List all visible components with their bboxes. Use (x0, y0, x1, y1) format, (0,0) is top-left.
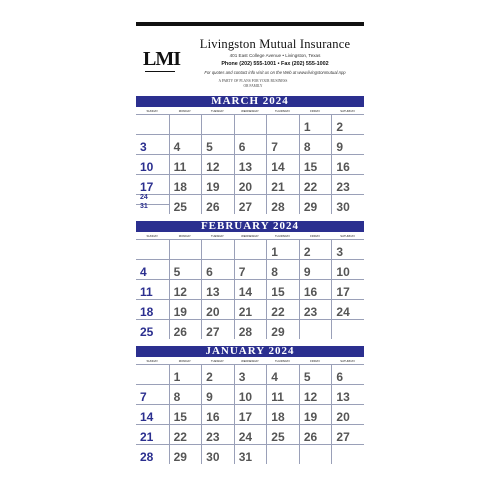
day-number: 14 (238, 285, 253, 299)
day-number: 11 (173, 160, 187, 174)
day-cell (331, 114, 364, 134)
day-cell (266, 134, 299, 154)
weekday-label: WEDNESDAY (241, 109, 259, 113)
day-number: 30 (336, 200, 350, 214)
day-cell (234, 174, 267, 194)
day-number: 12 (173, 285, 187, 299)
day-number: 15 (271, 285, 285, 299)
day-number: 10 (336, 265, 350, 279)
day-cell (234, 239, 267, 259)
day-cell (299, 239, 332, 259)
weekday-label: SATURDAY (340, 109, 356, 113)
day-cell (299, 154, 332, 174)
day-cell (299, 364, 332, 384)
day-cell (266, 384, 299, 404)
weekday-label: TUESDAY (210, 234, 224, 238)
day-cell (201, 259, 234, 279)
day-cell (234, 384, 267, 404)
day-number: 6 (336, 370, 344, 384)
logo-underline (145, 71, 175, 72)
day-number: 21 (140, 430, 154, 444)
day-number: 16 (336, 160, 350, 174)
day-cell (299, 444, 332, 464)
weekday-label: SATURDAY (340, 359, 356, 363)
day-cell (136, 319, 169, 339)
day-cell (234, 259, 267, 279)
day-cell (234, 154, 267, 174)
day-number: 30 (206, 450, 220, 464)
day-cell (234, 444, 267, 464)
day-cell (331, 424, 364, 444)
day-number: 11 (140, 285, 153, 299)
day-number: 2 (336, 120, 344, 134)
day-number: 2 (303, 245, 311, 259)
top-rule (136, 22, 364, 26)
day-cell (266, 299, 299, 319)
day-cell (169, 114, 202, 134)
day-cell (201, 299, 234, 319)
company-tagline: A PARTY OF PLANS FOR YOUR BUSINESS OR FAMILY (218, 79, 288, 88)
day-number: 8 (271, 265, 278, 279)
day-cell (331, 239, 364, 259)
day-number: 13 (238, 160, 253, 174)
day-cell (201, 424, 234, 444)
day-number: 7 (140, 390, 147, 404)
weekday-label: WEDNESDAY (241, 234, 259, 238)
day-cell (136, 134, 169, 154)
day-cell (331, 134, 364, 154)
day-number: 20 (206, 305, 220, 319)
day-cell (331, 319, 364, 339)
day-cell (266, 154, 299, 174)
day-number: 18 (140, 305, 154, 319)
company-web: For quotes and contact info visit us on the Web at www.livingstonmutual.npp (204, 70, 346, 75)
day-number: 20 (336, 410, 350, 424)
day-cell (299, 174, 332, 194)
day-cell (169, 174, 202, 194)
day-cell (136, 259, 169, 279)
day-cell (201, 444, 234, 464)
weekday-label: MONDAY (178, 359, 191, 363)
day-cell (234, 134, 267, 154)
day-number: 9 (206, 390, 213, 404)
weekday-label: FRIDAY (310, 109, 321, 113)
day-number: 15 (173, 410, 187, 424)
day-number: 16 (206, 410, 220, 424)
day-number: 1 (303, 120, 311, 134)
day-cell (266, 444, 299, 464)
month-title: JANUARY 2024 (136, 346, 364, 357)
weekday-label: THURSDAY (274, 109, 291, 113)
day-number: 31 (238, 450, 253, 464)
day-number: 22 (271, 305, 285, 319)
day-number: 19 (206, 180, 220, 194)
day-number: 13 (336, 390, 350, 404)
weekday-label: SUNDAY (146, 109, 158, 113)
day-number: 27 (336, 430, 350, 444)
day-cell (234, 319, 267, 339)
day-number: 19 (173, 305, 187, 319)
day-cell (201, 154, 234, 174)
weekday-label: SATURDAY (340, 234, 356, 238)
day-cell (169, 319, 202, 339)
day-cell (136, 299, 169, 319)
day-cell (331, 279, 364, 299)
day-cell (266, 174, 299, 194)
day-number: 14 (271, 160, 285, 174)
day-cell (136, 239, 169, 259)
day-cell (201, 114, 234, 134)
day-cell (169, 239, 202, 259)
day-cell (331, 259, 364, 279)
day-number: 25 (173, 200, 187, 214)
day-cell (136, 424, 169, 444)
day-number: 28 (140, 450, 154, 464)
day-cell (201, 134, 234, 154)
day-cell (136, 194, 169, 214)
day-cell (136, 154, 169, 174)
day-cell (201, 319, 234, 339)
day-cell (136, 404, 169, 424)
day-cell (299, 384, 332, 404)
day-number: 3 (336, 245, 344, 259)
day-number: 22 (303, 180, 318, 194)
day-number: 22 (173, 430, 187, 444)
day-cell (299, 134, 332, 154)
day-cell (266, 114, 299, 134)
day-cell (266, 259, 299, 279)
month-title: MARCH 2024 (136, 96, 364, 107)
day-number: 26 (303, 430, 318, 444)
weekday-label: TUESDAY (210, 109, 224, 113)
day-number: 26 (173, 325, 187, 339)
day-cell (169, 194, 202, 214)
day-number: 3 (140, 140, 147, 154)
weekday-label: FRIDAY (310, 234, 321, 238)
company-logo (143, 48, 180, 78)
day-number: 12 (206, 160, 220, 174)
weekday-label: SUNDAY (146, 234, 158, 238)
day-cell (331, 444, 364, 464)
day-cell (299, 404, 332, 424)
day-cell (266, 319, 299, 339)
weekday-label: TUESDAY (210, 359, 224, 363)
day-number: 4 (140, 265, 147, 279)
day-number: 8 (173, 390, 181, 404)
day-number: 24 (140, 194, 148, 201)
day-cell (201, 239, 234, 259)
day-cell (266, 279, 299, 299)
weekday-label: MONDAY (178, 234, 191, 238)
day-number: 9 (336, 140, 344, 154)
day-number: 17 (140, 180, 154, 194)
day-number: 26 (206, 200, 220, 214)
day-number: 25 (140, 325, 154, 339)
day-number: 2 (206, 370, 213, 384)
day-number: 10 (140, 160, 154, 174)
day-cell (331, 384, 364, 404)
weekday-label: SUNDAY (146, 359, 158, 363)
day-number: 28 (238, 325, 253, 339)
day-number: 24 (238, 430, 253, 444)
day-number: 15 (303, 160, 318, 174)
day-number: 10 (238, 390, 253, 404)
day-number: 27 (238, 200, 253, 214)
weekday-label: WEDNESDAY (241, 359, 259, 363)
weekday-label: FRIDAY (310, 359, 321, 363)
day-number: 8 (303, 140, 311, 154)
company-phone: Phone (202) 555-1001 • Fax (202) 555-1002 (221, 61, 329, 67)
day-cell (201, 194, 234, 214)
day-cell (201, 174, 234, 194)
day-number: 28 (271, 200, 285, 214)
day-cell (169, 154, 202, 174)
day-cell (331, 364, 364, 384)
day-cell (234, 194, 267, 214)
day-number: 7 (238, 265, 246, 279)
day-cell (169, 404, 202, 424)
day-cell (169, 424, 202, 444)
day-number: 23 (336, 180, 350, 194)
day-cell (299, 299, 332, 319)
day-cell (234, 114, 267, 134)
logo-text: LMI (143, 48, 180, 70)
day-cell (201, 364, 234, 384)
day-cell (136, 279, 169, 299)
day-cell (169, 444, 202, 464)
day-number: 14 (140, 410, 154, 424)
day-number: 1 (271, 245, 278, 259)
day-number: 11 (271, 390, 284, 404)
day-number: 12 (303, 390, 318, 404)
day-number: 17 (238, 410, 253, 424)
day-number: 17 (336, 285, 350, 299)
day-cell (201, 384, 234, 404)
day-number: 27 (206, 325, 220, 339)
day-cell (234, 299, 267, 319)
day-number: 4 (271, 370, 278, 384)
day-cell (266, 404, 299, 424)
day-cell (331, 404, 364, 424)
day-cell (299, 319, 332, 339)
weekday-label: THURSDAY (274, 359, 291, 363)
day-cell (234, 424, 267, 444)
day-number: 23 (206, 430, 220, 444)
day-cell (299, 114, 332, 134)
day-cell (299, 279, 332, 299)
day-cell (169, 134, 202, 154)
day-number: 20 (238, 180, 253, 194)
day-cell (169, 259, 202, 279)
day-number: 1 (173, 370, 181, 384)
day-cell (136, 384, 169, 404)
day-cell (331, 174, 364, 194)
day-number: 31 (140, 203, 148, 210)
day-number: 6 (238, 140, 246, 154)
day-cell (201, 279, 234, 299)
day-number: 21 (271, 180, 285, 194)
day-cell (266, 424, 299, 444)
day-number: 18 (173, 180, 187, 194)
day-cell (136, 114, 169, 134)
day-number: 25 (271, 430, 285, 444)
day-number: 9 (303, 265, 311, 279)
day-cell (299, 424, 332, 444)
day-cell (169, 279, 202, 299)
day-cell (234, 404, 267, 424)
day-number: 16 (303, 285, 318, 299)
day-number: 6 (206, 265, 213, 279)
day-number: 4 (173, 140, 181, 154)
day-cell (266, 364, 299, 384)
day-number: 7 (271, 140, 278, 154)
day-cell (331, 299, 364, 319)
day-number: 13 (206, 285, 220, 299)
day-number: 21 (238, 305, 253, 319)
month-title: FEBRUARY 2024 (136, 221, 364, 232)
day-cell (299, 259, 332, 279)
day-cell (201, 404, 234, 424)
day-cell (266, 239, 299, 259)
day-cell (331, 194, 364, 214)
day-number: 3 (238, 370, 246, 384)
day-cell (169, 384, 202, 404)
day-cell (331, 154, 364, 174)
day-cell (136, 174, 169, 194)
day-number: 23 (303, 305, 318, 319)
day-cell (169, 364, 202, 384)
day-number: 29 (303, 200, 318, 214)
weekday-label: THURSDAY (274, 234, 291, 238)
day-number: 5 (206, 140, 213, 154)
day-number: 5 (173, 265, 181, 279)
day-cell (169, 299, 202, 319)
day-cell (136, 364, 169, 384)
day-number: 29 (173, 450, 187, 464)
day-cell (299, 194, 332, 214)
day-cell (266, 194, 299, 214)
day-number: 19 (303, 410, 318, 424)
day-number: 5 (303, 370, 311, 384)
weekday-label: MONDAY (178, 109, 191, 113)
day-number: 18 (271, 410, 285, 424)
company-name: Livingston Mutual Insurance (199, 37, 351, 51)
day-cell (234, 279, 267, 299)
day-cell (136, 444, 169, 464)
day-cell (234, 364, 267, 384)
day-number: 29 (271, 325, 285, 339)
day-number: 24 (336, 305, 350, 319)
company-address: 401 East College Avenue • Livingston, Texas (229, 53, 321, 58)
